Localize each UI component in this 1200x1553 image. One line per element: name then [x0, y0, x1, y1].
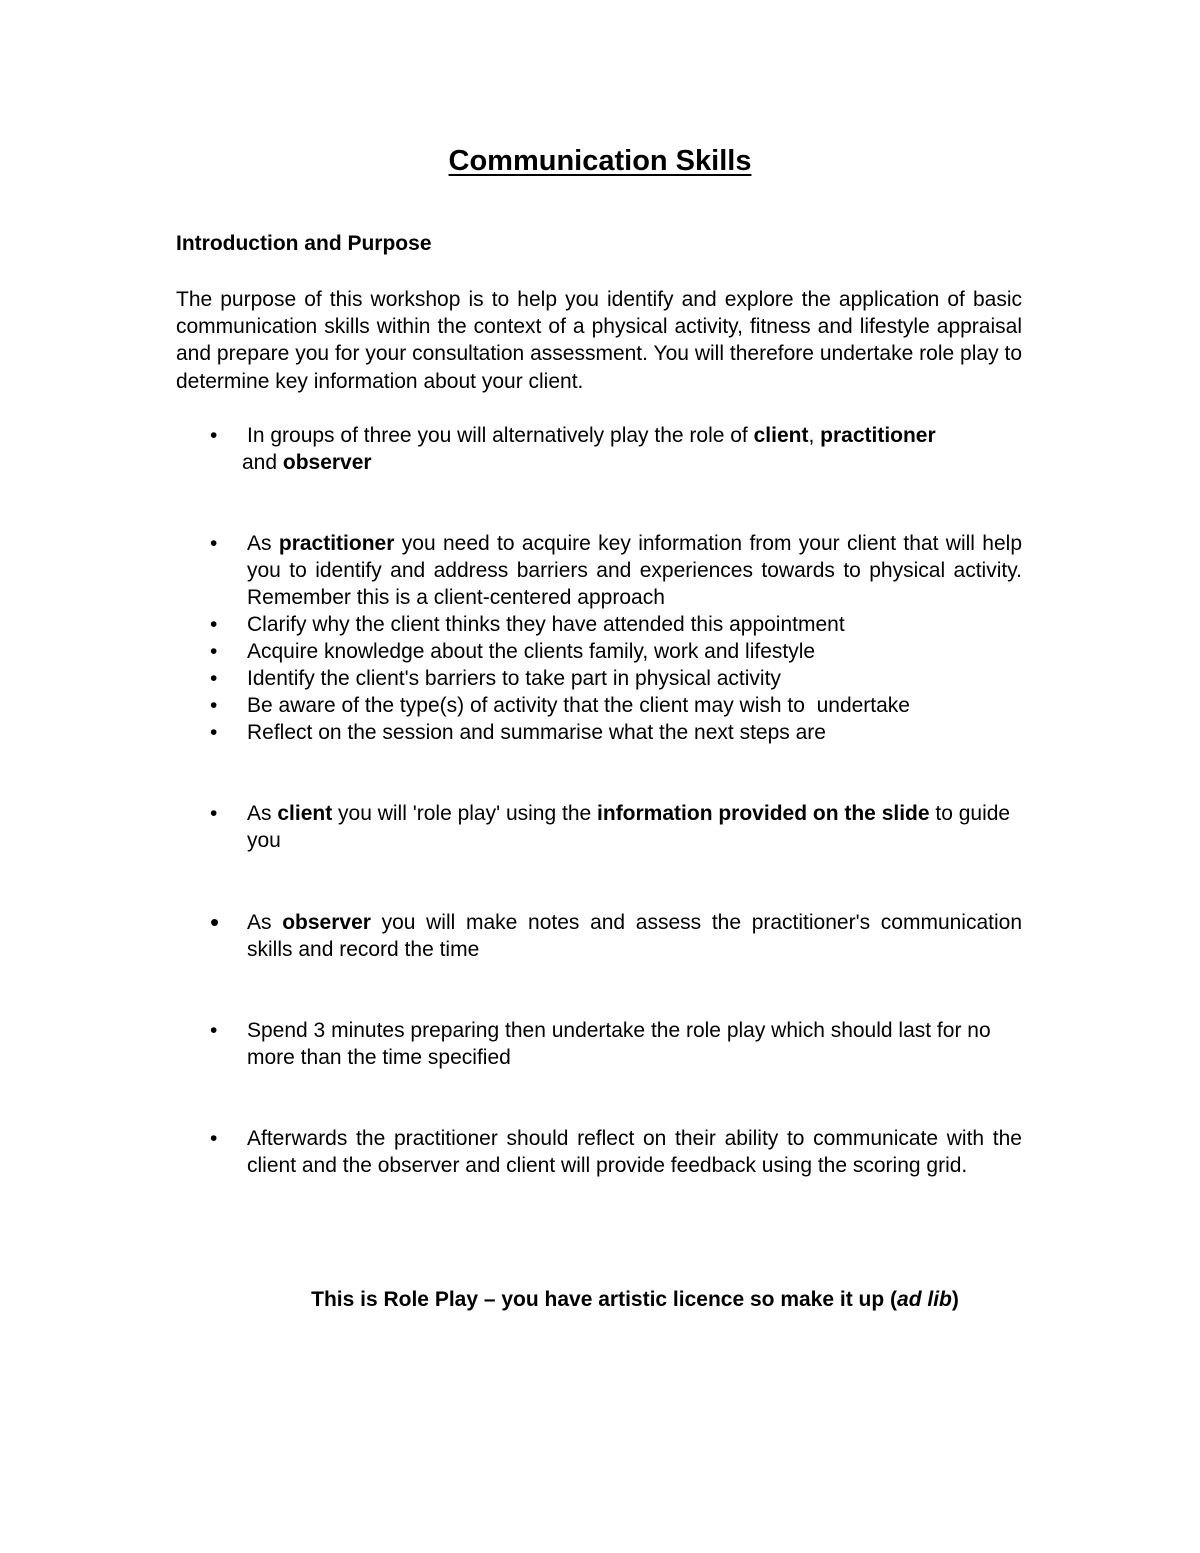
text-run: you need to acquire key information from your client that will help you to identify and address barriers and experiences towards to physical activity. Remember this is a client-centered approach: [247, 532, 1023, 610]
list-item-text: [247, 800, 1022, 854]
bullet-icon: •: [210, 907, 220, 937]
closing-note: [0, 1286, 1200, 1314]
bullet-icon: •: [210, 532, 218, 555]
bold-text: client: [753, 424, 809, 447]
list-item-text: [247, 530, 1022, 612]
text-run: you will make notes and assess the practitioner's communication skills and record the time: [247, 911, 1023, 962]
bold-text: client: [277, 802, 333, 825]
list-item-text: Be aware of the type(s) of activity that the client may wish to undertake: [247, 694, 910, 717]
text-run: As: [247, 911, 283, 934]
text-run: to guide you: [247, 802, 1011, 853]
text-run: and: [242, 451, 283, 475]
text-run: ,: [808, 424, 821, 447]
italic-text: ad lib: [897, 1288, 952, 1311]
list-item-text: Reflect on the session and summarise what the next steps are: [247, 721, 826, 744]
bullet-icon: •: [210, 1019, 218, 1042]
bullet-icon: •: [210, 721, 218, 744]
text-run: you will 'role play' using the: [332, 802, 598, 825]
list-item-text: [242, 422, 1022, 476]
bullet-icon: •: [210, 613, 218, 636]
text-run: As: [247, 532, 279, 555]
bullet-icon: •: [210, 1127, 218, 1150]
page-title-text: Communication Skills: [448, 145, 752, 177]
bold-text: observer: [282, 451, 372, 475]
text-run: As: [247, 802, 278, 825]
bullet-icon: •: [210, 424, 218, 447]
bold-text: practitioner: [278, 532, 395, 555]
section-heading: Introduction and Purpose: [176, 232, 432, 255]
list-item-text: Acquire knowledge about the clients family, work and lifestyle: [247, 640, 816, 663]
text-run: This is Role Play – you have artistic licence so make it up (: [311, 1288, 898, 1311]
bullet-icon: •: [210, 640, 218, 663]
bullet-icon: •: [210, 802, 218, 825]
list-item-text: Identify the client's barriers to take part in physical activity: [247, 667, 781, 690]
bold-text: practitioner: [820, 424, 936, 447]
bold-text: observer: [282, 911, 371, 934]
bold-text: information provided on the slide: [597, 802, 930, 825]
intro-paragraph: The purpose of this workshop is to help you identify and explore the application of basic communication skills within the context of a physical activity, fitness and lifestyle appraisal and prepare you for your consultation assessment. You will therefore undertake role play to determine key information about your client.: [176, 288, 1022, 393]
list-item-text: Clarify why the client thinks they have attended this appointment: [247, 613, 845, 636]
list-item-text: Spend 3 minutes preparing then undertake the role play which should last for no more than the time specified: [247, 1019, 991, 1070]
list-item-text: Afterwards the practitioner should reflect on their ability to communicate with the client and the observer and client will provide feedback using the scoring grid.: [247, 1127, 1022, 1178]
list-item-text: [247, 909, 1022, 963]
bullet-icon: •: [210, 667, 218, 690]
page-title: [0, 142, 1200, 180]
bullet-icon: •: [210, 694, 218, 717]
text-run: ): [951, 1288, 959, 1311]
text-run: In groups of three you will alternatively play the role of: [247, 424, 754, 447]
